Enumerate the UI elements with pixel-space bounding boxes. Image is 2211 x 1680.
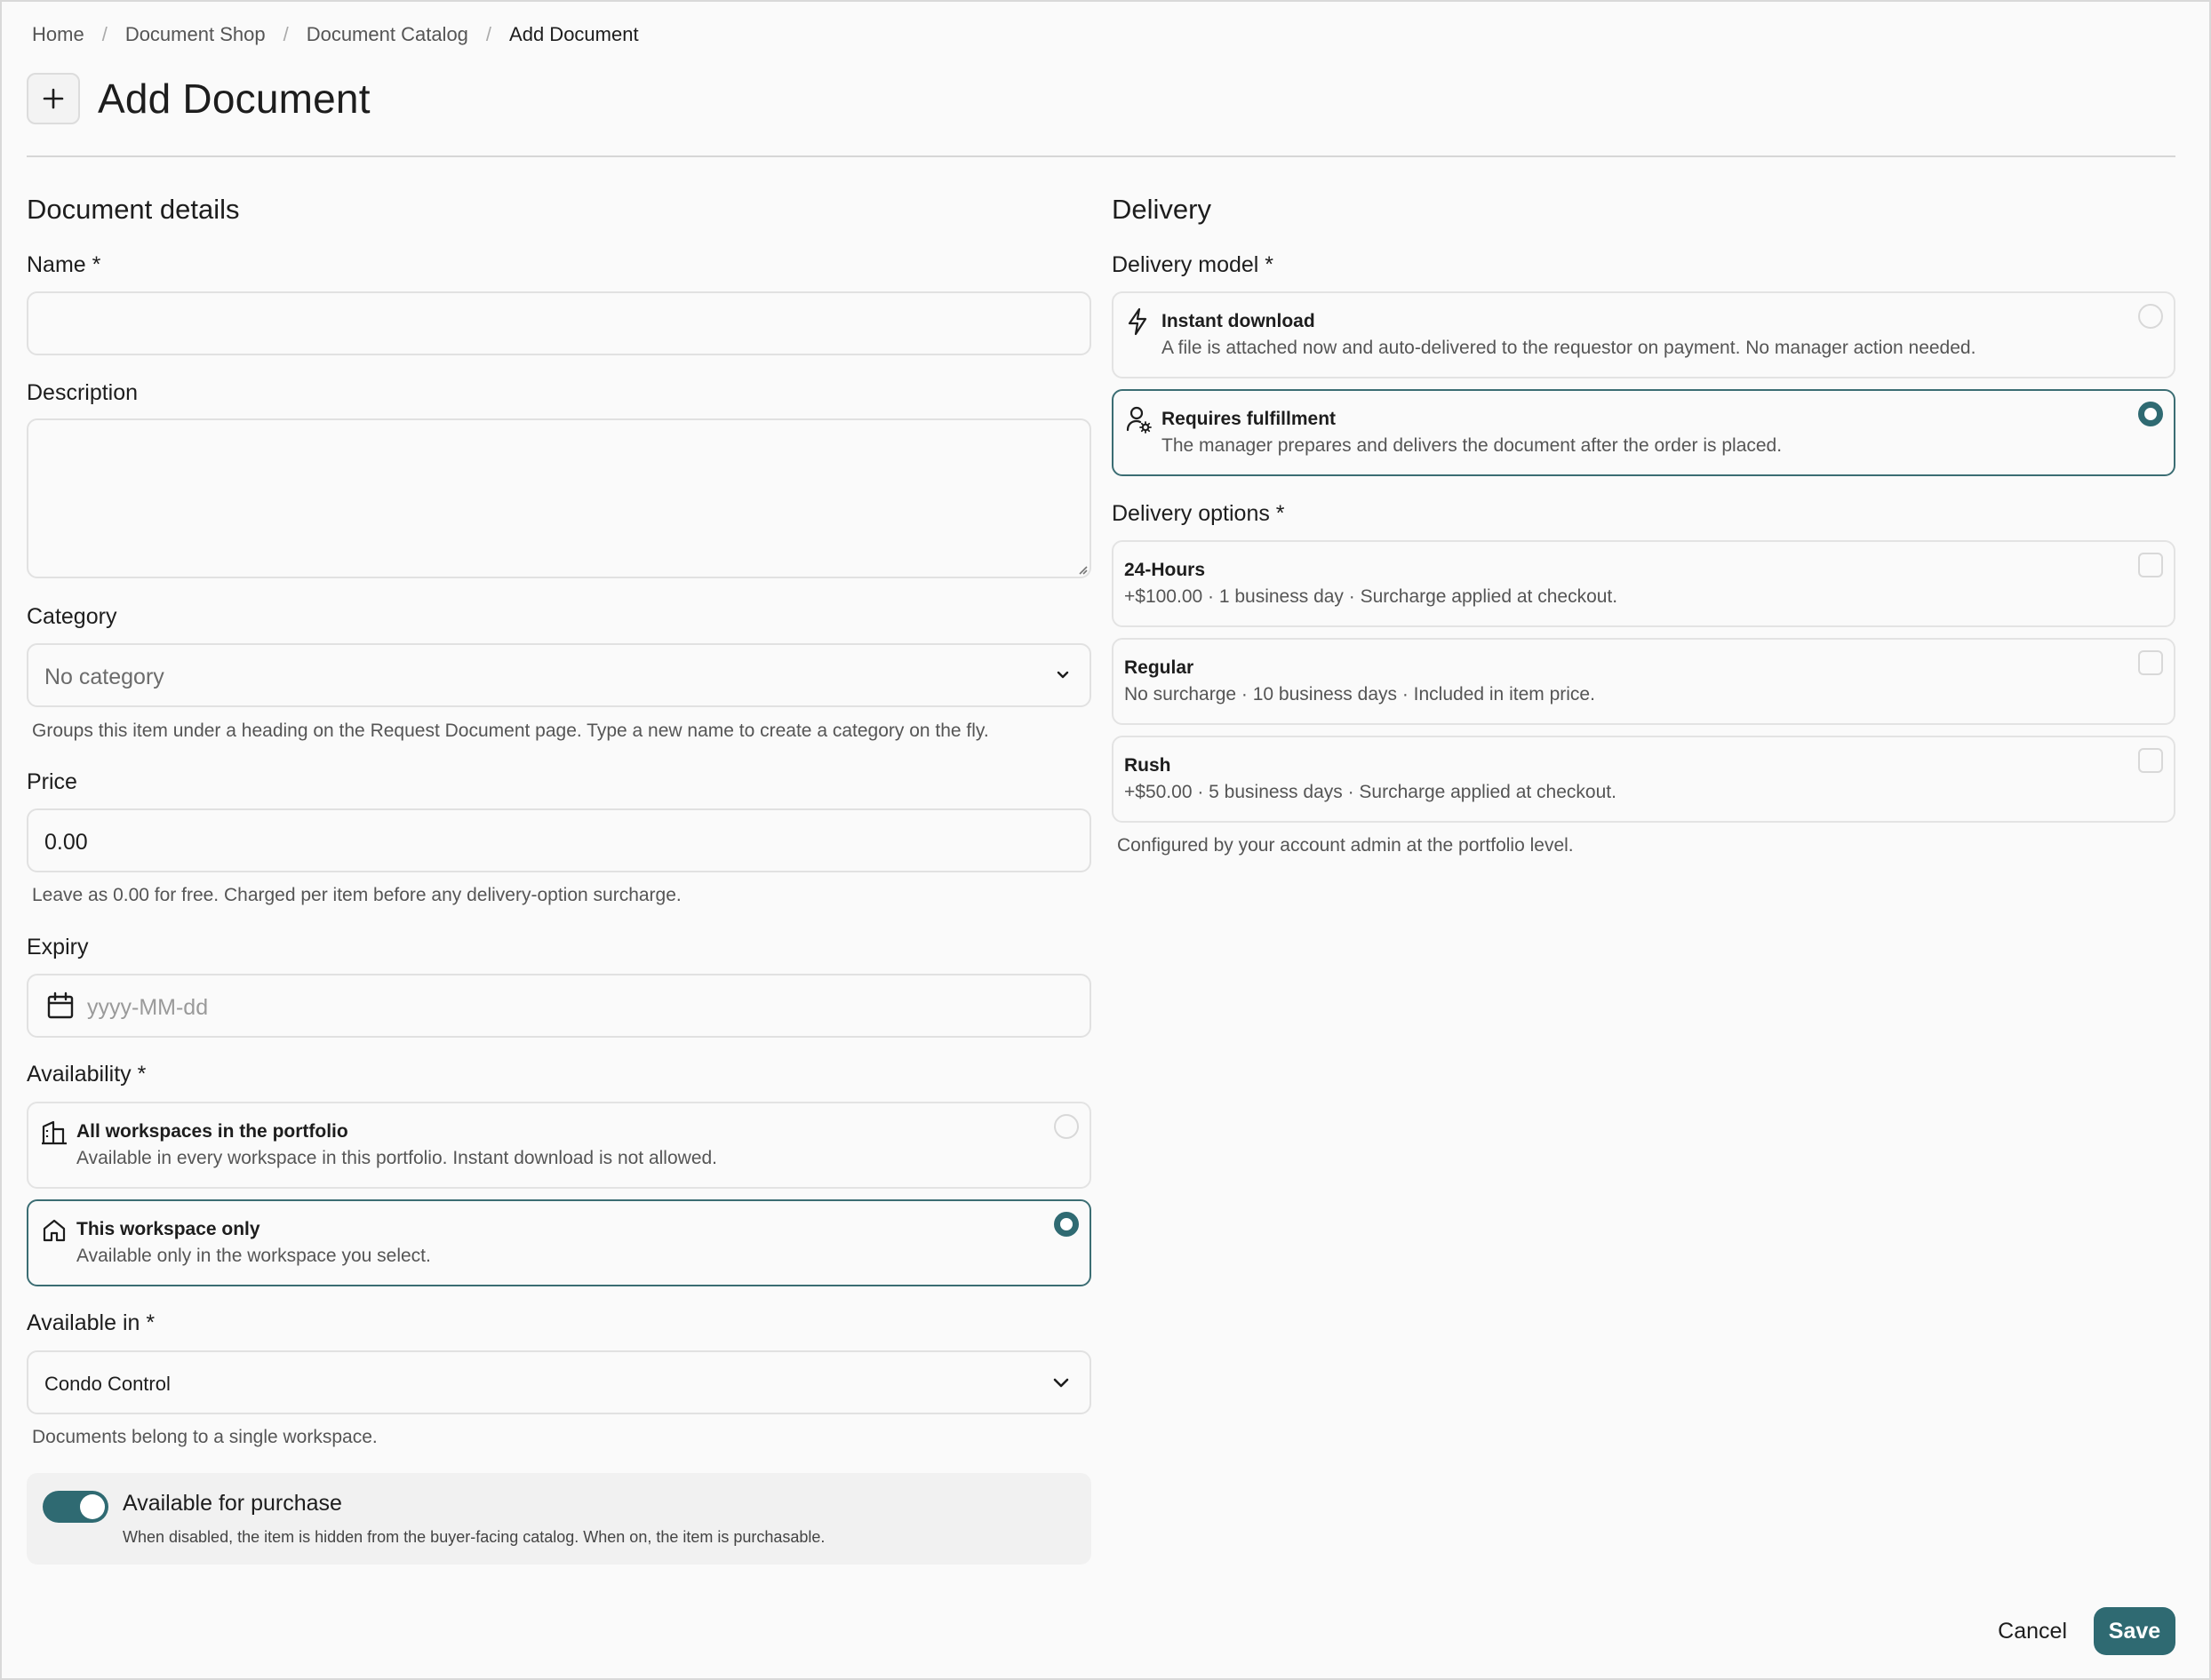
description-textarea[interactable] <box>27 418 1091 578</box>
lightning-icon <box>1126 307 1149 336</box>
availability-option-title: All workspaces in the portfolio <box>76 1121 348 1142</box>
available-in-select[interactable] <box>27 1350 1091 1414</box>
available-for-purchase-title: Available for purchase <box>123 1491 342 1516</box>
available-for-purchase-toggle[interactable] <box>43 1491 108 1523</box>
toggle-knob <box>80 1494 105 1519</box>
delivery-option-title: Regular <box>1124 657 1194 678</box>
delivery-option-desc: +$100.00 · 1 business day · Surcharge applied at checkout. <box>1124 586 1618 607</box>
delivery-options-help: Configured by your account admin at the portfolio level. <box>1117 835 1574 856</box>
delivery-model-option-title: Instant download <box>1161 311 1315 331</box>
price-input[interactable] <box>27 808 1091 872</box>
breadcrumb-home[interactable]: Home <box>32 23 84 45</box>
section-title-document-details: Document details <box>27 194 240 225</box>
delivery-option-rush[interactable] <box>1112 736 2175 823</box>
home-icon <box>41 1217 68 1244</box>
delivery-option-desc: +$50.00 · 5 business days · Surcharge applied at checkout. <box>1124 782 1616 802</box>
chevron-down-icon <box>1052 1377 1070 1389</box>
available-in-value: Condo Control <box>44 1373 171 1395</box>
available-for-purchase-card <box>27 1473 1091 1565</box>
radio-this-workspace[interactable] <box>1054 1212 1079 1237</box>
delivery-option-24-hours[interactable] <box>1112 540 2175 627</box>
price-value: 0.00 <box>44 830 88 855</box>
checkbox-24-hours[interactable] <box>2138 553 2163 577</box>
availability-option-title: This workspace only <box>76 1219 260 1239</box>
delivery-options-label: Delivery options * <box>1112 501 1285 526</box>
user-gear-icon <box>1126 405 1153 434</box>
description-label: Description <box>27 380 139 405</box>
radio-instant-download[interactable] <box>2138 304 2163 329</box>
breadcrumb-separator: / <box>485 23 492 45</box>
building-icon <box>41 1119 68 1146</box>
category-help: Groups this item under a heading on the Request Document page. Type a new name to create a category on the fly. <box>32 721 989 741</box>
chevron-down-icon <box>1056 670 1070 681</box>
delivery-option-title: 24-Hours <box>1124 560 1206 580</box>
cancel-button[interactable]: Cancel <box>1998 1618 2067 1644</box>
page-header <box>27 73 371 124</box>
expiry-date-input[interactable] <box>27 974 1091 1038</box>
delivery-model-option-title: Requires fulfillment <box>1161 409 1337 429</box>
section-title-delivery: Delivery <box>1112 194 1211 225</box>
category-select[interactable] <box>27 643 1091 707</box>
delivery-model-option-instant-download[interactable] <box>1112 291 2175 378</box>
delivery-model-option-desc: The manager prepares and delivers the document after the order is placed. <box>1161 435 1783 456</box>
delivery-model-option-desc: A file is attached now and auto-delivered to the requestor on payment. No manager action needed. <box>1161 338 1976 358</box>
price-help: Leave as 0.00 for free. Charged per item before any delivery-option surcharge. <box>32 885 682 905</box>
form-actions <box>1998 1607 2175 1655</box>
delivery-model-option-requires-fulfillment[interactable] <box>1112 389 2175 476</box>
available-in-label: Available in * <box>27 1310 156 1335</box>
name-input[interactable] <box>27 291 1091 355</box>
name-label: Name * <box>27 252 101 277</box>
availability-option-this-workspace[interactable] <box>27 1199 1091 1286</box>
delivery-option-title: Rush <box>1124 755 1171 776</box>
breadcrumb-document-catalog[interactable]: Document Catalog <box>306 23 468 45</box>
availability-option-desc: Available in every workspace in this portfolio. Instant download is not allowed. <box>76 1148 718 1168</box>
availability-label: Availability * <box>27 1062 147 1087</box>
category-value: No category <box>44 665 164 689</box>
resize-handle-icon[interactable] <box>1075 562 1088 575</box>
header-divider <box>27 155 2175 157</box>
save-button[interactable]: Save <box>2094 1607 2175 1655</box>
radio-requires-fulfillment[interactable] <box>2138 402 2163 426</box>
checkbox-regular[interactable] <box>2138 650 2163 675</box>
delivery-model-label: Delivery model * <box>1112 252 1274 277</box>
breadcrumb-separator: / <box>283 23 289 45</box>
plus-icon <box>42 87 65 110</box>
page-title: Add Document <box>98 76 371 122</box>
delivery-option-desc: No surcharge · 10 business days · Included in item price. <box>1124 684 1595 705</box>
breadcrumb-separator: / <box>101 23 108 45</box>
delivery-option-regular[interactable] <box>1112 638 2175 725</box>
availability-option-all-workspaces[interactable] <box>27 1102 1091 1189</box>
breadcrumb-document-shop[interactable]: Document Shop <box>124 23 266 45</box>
breadcrumb <box>32 23 639 46</box>
expiry-label: Expiry <box>27 935 89 959</box>
available-for-purchase-desc: When disabled, the item is hidden from the buyer-facing catalog. When on, the item is purchasable. <box>123 1528 826 1546</box>
availability-option-desc: Available only in the workspace you select. <box>76 1246 431 1266</box>
checkbox-rush[interactable] <box>2138 748 2163 773</box>
available-in-help: Documents belong to a single workspace. <box>32 1427 378 1447</box>
radio-all-workspaces[interactable] <box>1054 1114 1079 1139</box>
breadcrumb-current: Add Document <box>509 23 639 45</box>
expiry-placeholder: yyyy-MM-dd <box>87 995 209 1020</box>
category-label: Category <box>27 604 117 629</box>
calendar-icon[interactable] <box>46 991 75 1020</box>
price-label: Price <box>27 769 77 794</box>
add-icon-badge <box>27 73 80 124</box>
